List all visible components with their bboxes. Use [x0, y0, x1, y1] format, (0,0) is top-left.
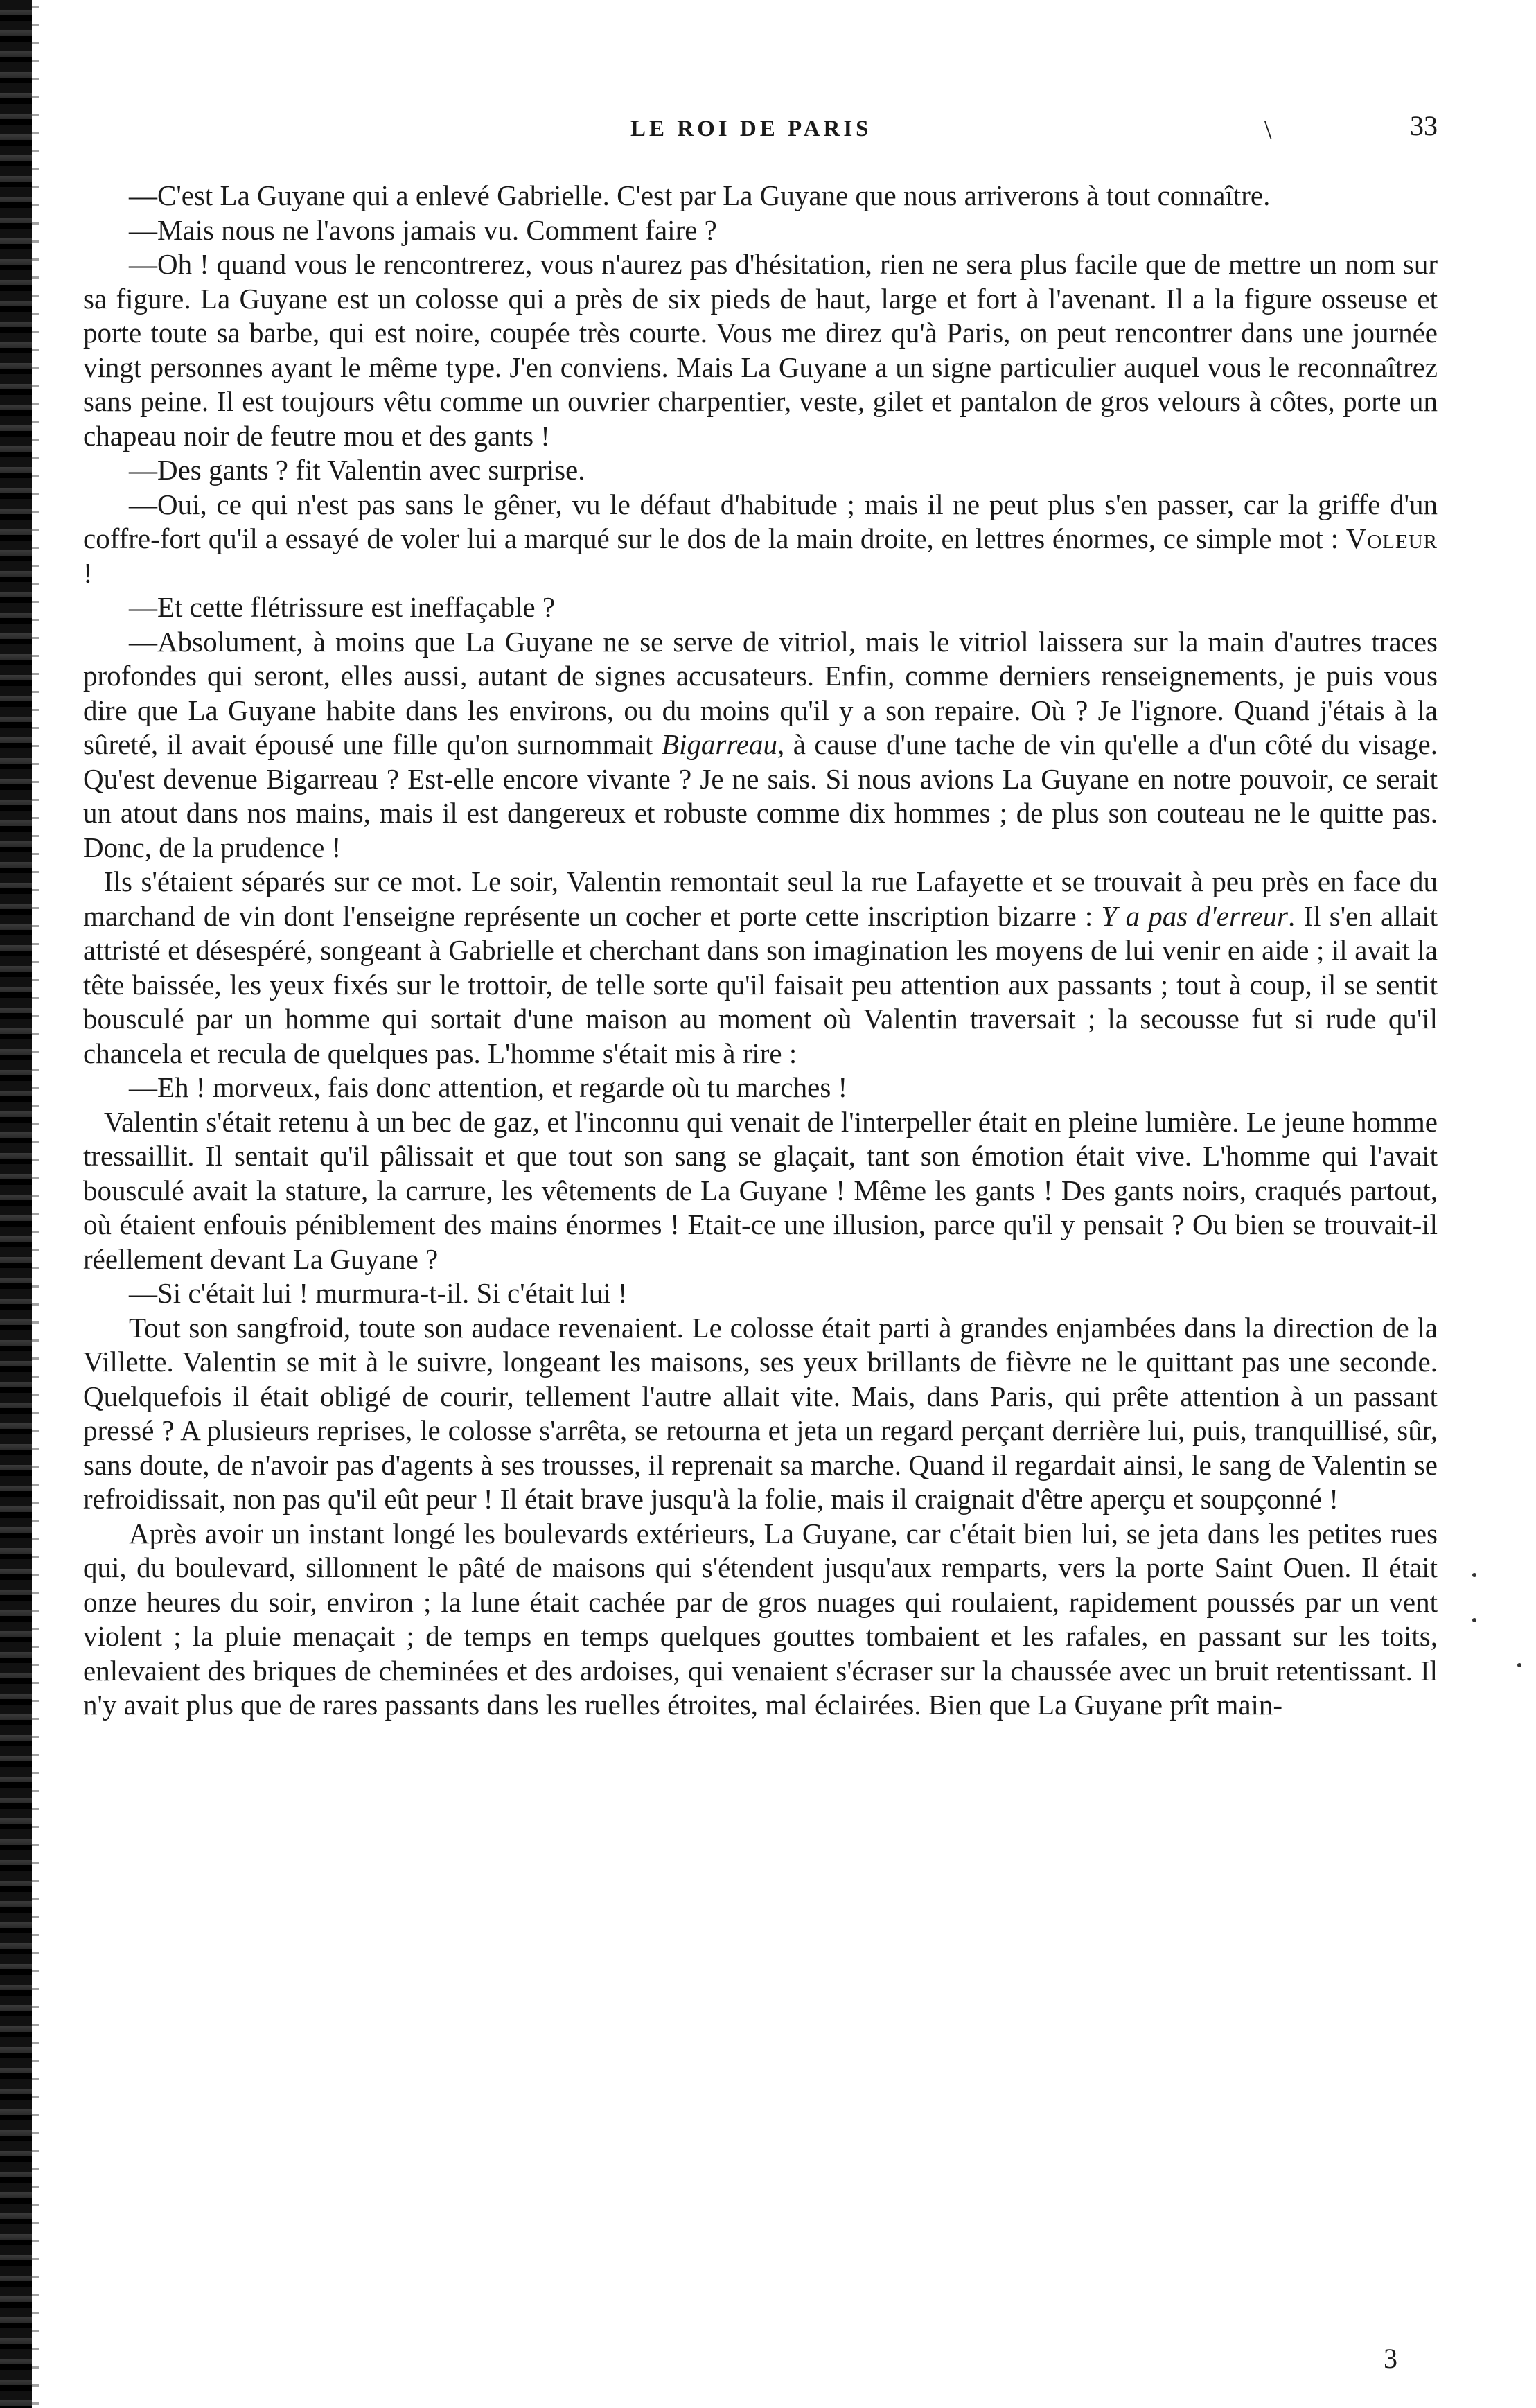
paragraph: Après avoir un instant longé les boulevards extérieurs, La Guyane, car c'était bien lui, se jeta dans les petites rues qui, du boulevard, sillonnent le pâté de maisons qui s'étendent jusqu'aux remparts, vers la porte Saint Ouen. Il était onze heures du soir, environ ; la lune était cachée par de gros nuages qui roulaient, rapidement poussés par un vent violent ; la pluie menaçait ; de temps en temps quelques gouttes tombaient et les rafales, en passant sur les toits, enlevaient des briques de cheminées et des ardoises, qui venaient s'écraser sur la chaussée avec un bruit retentissant. Il n'y avait plus que de rares passants dans les ruelles étroites, mal éclairées. Bien que La Guyane prît main- [83, 1517, 1438, 1721]
page-body [83, 179, 1438, 1723]
paragraph: —Et cette flétrissure est ineffaçable ? [129, 591, 556, 623]
paragraph: —C'est La Guyane qui a enlevé Gabrielle. C'est par La Guyane que nous arriverons à tout connaître. [129, 179, 1271, 211]
paragraph [83, 625, 1438, 865]
paragraph-text-end: ! [83, 556, 93, 589]
header-mark: \ [1264, 116, 1272, 145]
book-binding-edge [0, 0, 32, 2408]
margin-speck [1472, 1573, 1476, 1577]
paragraph-text: Ils s'étaient séparés sur ce mot. Le soir, Valentin remontait seul la rue Lafayette et se trouvait à peu près en face du marchand de vin dont l'enseigne représente un cocher et porte cette inscription bizarre : [83, 865, 1438, 932]
paragraph: —Mais nous ne l'avons jamais vu. Comment faire ? [129, 213, 717, 246]
nickname-bigarreau: Bigarreau [661, 728, 777, 760]
running-title: LE ROI DE PARIS [630, 116, 872, 141]
shop-sign-inscription: Y a pas d'erreur [1101, 899, 1288, 932]
paragraph [83, 865, 1438, 1071]
paragraph: Valentin s'était retenu à un bec de gaz, et l'inconnu qui venait de l'interpeller était en pleine lumière. Le jeune homme tressaillit. Il sentait qu'il pâlissait et que tout son sang se glaçait, tant son émotion était vive. L'homme qui l'avait bousculé avait la stature, la carrure, les vêtements de La Guyane ! Même les gants ! Des gants noirs, craqués partout, où étaient enfouis péniblement des mains énormes ! Etait-ce une illusion, parce qu'il y pensait ? Ou bien se trouvait-il réellement devant La Guyane ? [83, 1105, 1438, 1275]
page-number: 33 [1410, 110, 1438, 141]
paragraph: —Si c'était lui ! murmura-t-il. Si c'était lui ! [129, 1277, 628, 1309]
paragraph-text: —Absolument, à moins que La Guyane ne se serve de vitriol, mais le vitriol laissera sur la main d'autres traces profondes qui seront, elles aussi, autant de signes accusateurs. Enfin, comme derniers renseignements, je puis vous dire que La Guyane habite dans les environs, ou du moins qu'il y a son repaire. Où ? Je l'ignore. Quand j'étais à la sûreté, il avait épousé une fille qu'on surnommait [83, 625, 1438, 760]
paragraph-text: —Oui, ce qui n'est pas sans le gêner, vu le défaut d'habitude ; mais il ne peut plus s'en passer, car la griffe d'un coffre-fort qu'il a essayé de voler lui a marqué sur le dos de la main droite, en lettres énormes, ce simple mot : [83, 488, 1438, 554]
paragraph-text-end: . Il s'en allait attristé et désespéré, songeant à Gabrielle et cherchant dans son imagination les moyens de lui venir en aide ; il avait la tête baissée, les yeux fixés sur le trottoir, de telle sorte qu'il faisait peu attention aux passants ; tout à coup, il se sentit bousculé par un homme qui sortait d'une maison au moment où Valentin traversait ; la secousse fut si rude qu'il chancela et recula de quelques pas. L'homme s'était mis à rire : [83, 899, 1438, 1069]
paragraph: Tout son sangfroid, toute son audace revenaient. Le colosse était parti à grandes enjambées dans la direction de la Villette. Valentin se mit à le suivre, longeant les maisons, ses yeux brillants de fièvre ne le quittant pas une seconde. Quelquefois il était obligé de courir, tellement l'autre allait vite. Mais, dans Paris, qui prête attention à un passant pressé ? A plusieurs reprises, le colosse s'arrêta, se retourna et jeta un regard perçant derrière lui, puis, tranquillisé, sûr, sans doute, de n'avoir pas d'agents à ses trousses, il reprenait sa marche. Quand il regardait ainsi, le sang de Valentin se refroidissait, non pas qu'il eût peur ! Il était brave jusqu'à la folie, mais il craignait d'être aperçu et soupçonné ! [83, 1311, 1438, 1515]
paragraph: —Eh ! morveux, fais donc attention, et regarde où tu marches ! [129, 1071, 848, 1103]
binding-shadow [32, 0, 39, 2408]
margin-speck [1472, 1618, 1476, 1622]
paragraph: —Des gants ? fit Valentin avec surprise. [129, 454, 585, 486]
paragraph [83, 488, 1438, 591]
page-header [83, 109, 1438, 151]
paragraph: —Oh ! quand vous le rencontrerez, vous n'aurez pas d'hésitation, rien ne sera plus facile que de mettre un nom sur sa figure. La Guyane est un colosse qui a près de six pieds de haut, large et fort à l'avenant. Il a la figure osseuse et porte toute sa barbe, qui est noire, coupée très courte. Vous me direz qu'à Paris, on peut rencontrer dans une journée vingt personnes ayant le même type. J'en conviens. Mais La Guyane a un signe particulier auquel vous le reconnaîtrez sans peine. Il est toujours vêtu comme un ouvrier charpentier, veste, gilet et pantalon de gros velours à côtes, porte un chapeau noir de feutre mou et des gants ! [83, 248, 1438, 452]
paragraph-text-end: , à cause d'une tache de vin qu'elle a d'un côté du visage. Qu'est devenue Bigarreau ? Est-elle encore vivante ? Je ne sais. Si nous avions La Guyane en notre pouvoir, ce serait un atout dans nos mains, mais il est dangereux et robuste comme dix hommes ; de plus son couteau ne le quitte pas. Donc, de la prudence ! [83, 728, 1438, 863]
signature-mark: 3 [1384, 2343, 1397, 2374]
word-voleur: Voleur [1345, 522, 1438, 554]
margin-speck [1517, 1663, 1521, 1667]
